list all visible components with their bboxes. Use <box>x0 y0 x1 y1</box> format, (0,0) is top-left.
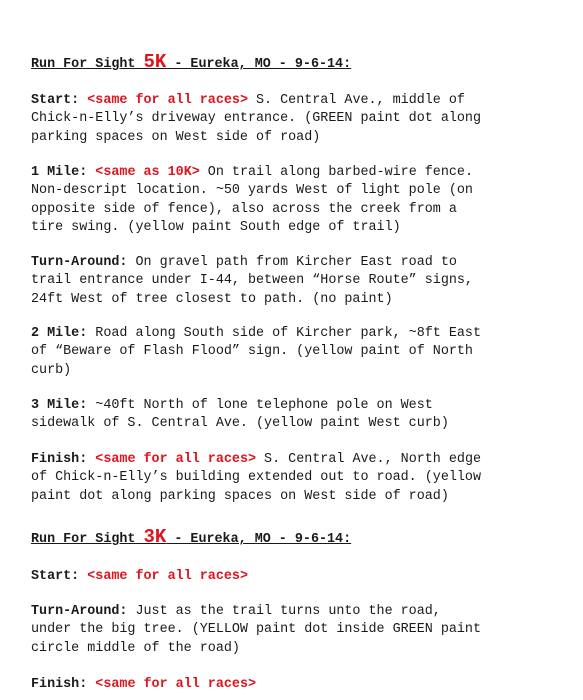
heading-3k-suffix: - Eureka, MO - 9-6-14: <box>166 532 352 547</box>
turnaround-3k-text: Just as the trail turns unto the road, under the big tree. (YELLOW paint dot inside GREEN paint circle middle of the road) <box>31 604 481 656</box>
mile2-5k-text: Road along South side of Kircher park, ~8ft East of “Beware of Flash Flood” sign. (yellow paint of North curb) <box>31 326 481 378</box>
finish-5k <box>31 451 576 506</box>
mile3-5k-label: 3 Mile: <box>31 398 88 413</box>
heading-3k-distance: 3K <box>143 526 167 548</box>
heading-5k-suffix: - Eureka, MO - 9-6-14: <box>166 57 352 72</box>
turnaround-3k <box>31 603 576 658</box>
mile1-5k-label: 1 Mile: <box>31 165 88 180</box>
start-5k-label: Start: <box>31 93 80 108</box>
finish-5k-tag: <same for all races> <box>95 452 257 467</box>
start-3k <box>31 568 576 586</box>
start-5k <box>31 92 576 147</box>
turnaround-5k-text: On gravel path from Kircher East road to trail entrance under I-44, between “Horse Route” signs, 24ft West of tree closest to path. (no paint) <box>31 255 473 307</box>
mile1-5k-text: On trail along barbed-wire fence. Non-descript location. ~50 yards West of light pole (on opposite side of fence), also across the creek from a tire swing. (yellow paint South edge of trail) <box>31 165 473 235</box>
heading-5k-distance: 5K <box>143 51 167 73</box>
mile2-5k <box>31 325 576 380</box>
finish-5k-text: S. Central Ave., North edge of Chick-n-Elly’s building extended out to road. (yellow paint dot along parking spaces on West side of road) <box>31 452 482 504</box>
heading-3k-prefix: Run For Sight <box>31 532 144 547</box>
mile3-5k <box>31 397 576 434</box>
heading-3k <box>31 527 351 550</box>
start-3k-label: Start: <box>31 569 80 584</box>
finish-3k-tag: <same for all races> <box>95 677 257 692</box>
turnaround-5k <box>31 254 576 309</box>
start-5k-tag: <same for all races> <box>87 93 248 108</box>
finish-3k <box>31 676 576 694</box>
turnaround-3k-label: Turn-Around: <box>31 604 128 619</box>
start-3k-tag: <same for all races> <box>87 569 248 584</box>
mile2-5k-label: 2 Mile: <box>31 326 88 341</box>
mile3-5k-text: ~40ft North of lone telephone pole on West sidewalk of S. Central Ave. (yellow paint West curb) <box>31 398 449 432</box>
finish-3k-label: Finish: <box>31 677 88 692</box>
mile1-5k-tag: <same as 10K> <box>95 165 200 180</box>
heading-5k-prefix: Run For Sight <box>31 57 144 72</box>
heading-5k <box>31 52 351 75</box>
finish-5k-label: Finish: <box>31 452 88 467</box>
start-5k-text: S. Central Ave., middle of Chick-n-Elly’s driveway entrance. (GREEN paint dot along parking spaces on West side of road) <box>31 93 481 145</box>
mile1-5k <box>31 164 576 237</box>
turnaround-5k-label: Turn-Around: <box>31 255 128 270</box>
